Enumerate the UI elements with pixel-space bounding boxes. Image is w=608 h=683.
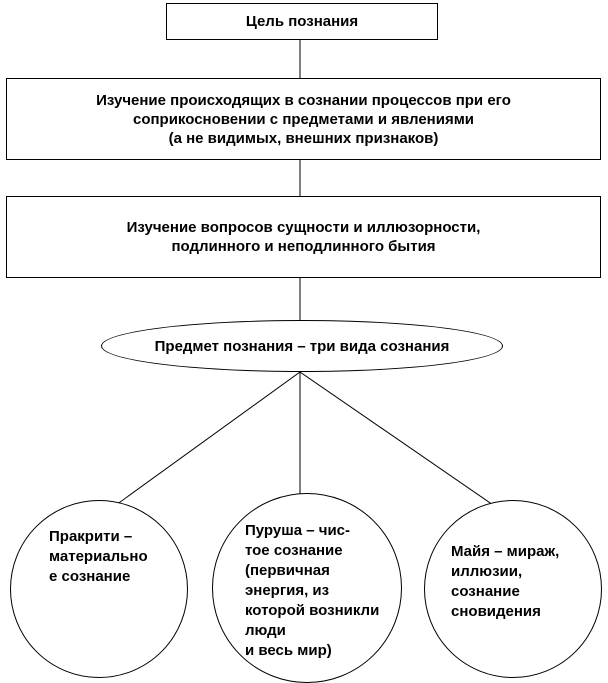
maya-circle: [424, 500, 602, 678]
goal-box: [166, 3, 438, 40]
prakriti-circle: [10, 500, 188, 678]
purusha-line-5: которой возникли: [245, 602, 380, 619]
purusha-line-1: Пуруша – чис-: [245, 522, 351, 539]
maya-line-1: Майя – мираж,: [451, 543, 560, 560]
maya-line-3: сознание: [451, 583, 520, 600]
study-processes-box: [6, 78, 601, 160]
maya-line-4: сновидения: [451, 603, 541, 620]
study-processes-line-3: (а не видимых, внешних признаков): [168, 129, 439, 147]
study-processes-line-1: Изучение происходящих в сознании процессов при его: [96, 91, 511, 109]
purusha-line-3: (первичная: [245, 562, 330, 579]
study-essence-line-1: Изучение вопросов сущности и иллюзорности,: [126, 219, 481, 236]
subject-text: Предмет познания – три вида сознания: [154, 337, 450, 355]
connector-subject-prakriti: [98, 372, 300, 518]
study-essence-box: [6, 196, 601, 278]
prakriti-line-2: материально: [49, 548, 148, 565]
study-essence-line-2: подлинного и неподлинного бытия: [171, 238, 436, 255]
prakriti-line-1: Пракрити –: [49, 528, 133, 545]
purusha-line-2: тое сознание: [245, 542, 343, 559]
purusha-circle: [212, 493, 402, 683]
subject-ellipse: [101, 320, 503, 372]
purusha-line-4: энергия, из: [245, 582, 330, 599]
purusha-line-7: и весь мир): [245, 642, 332, 659]
goal-text: Цель познания: [245, 13, 359, 30]
study-processes-line-2: соприкосновении с предметами и явлениями: [132, 110, 475, 128]
prakriti-line-3: е сознание: [49, 568, 131, 585]
maya-line-2: иллюзии,: [451, 563, 523, 580]
purusha-line-6: люди: [245, 622, 286, 639]
